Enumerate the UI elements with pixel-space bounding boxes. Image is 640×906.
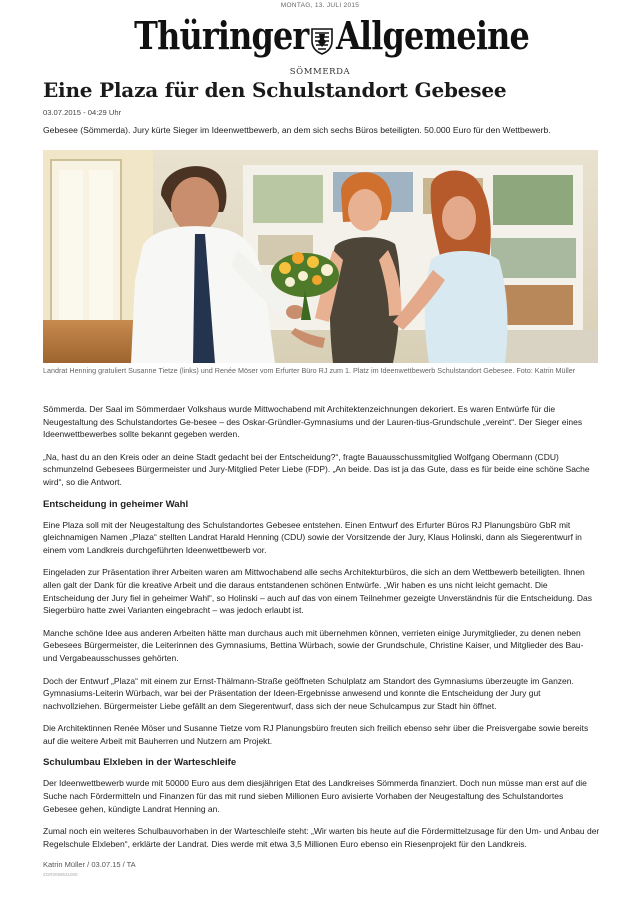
paragraph: Die Architektinnen Renée Möser und Susanne Tietze vom RJ Planungsbüro freuten sich freilich ebenso sehr über die Preisvergabe sowie bereits auf die weitere Arbeit mit Bauherren und Nutzern am Projekt. bbox=[43, 723, 589, 746]
coat-of-arms-icon bbox=[310, 27, 334, 55]
issue-date: MONTAG, 13. JULI 2015 bbox=[280, 2, 360, 9]
photo-caption: Landrat Henning gratuliert Susanne Tietze (links) und Renée Möser vom Erfurter Büro RJ zum 1. Platz im Ideenwettbewerb Schulstandort Gebesee. Foto: Katrin Müller bbox=[43, 366, 576, 375]
logo-word-right: Allgemeine bbox=[336, 13, 529, 58]
subheading: Entscheidung in geheimer Wahl bbox=[43, 498, 189, 510]
paragraph: Der Ideenwettbewerb wurde mit 50000 Euro aus dem diesjährigen Etat des Landkreises Sömmerda finanziert. Doch nun müsse man erst auf die Suche nach Fördermitteln und Finanzen für das mit rund sieben Millionen Euro avisierte Vorhaben der Neugestaltung des Schulstandortes Gebesee gehen, kündigte Landrat Henning an. bbox=[43, 778, 587, 814]
article-title: Eine Plaza für den Schulstandort Gebesee bbox=[43, 78, 507, 102]
logo-word-left: Thüringer bbox=[133, 13, 308, 58]
section-label: SÖMMERDA bbox=[289, 67, 351, 77]
paragraph: Manche schöne Idee aus anderen Arbeiten hätte man durchaus auch mit übernehmen können, verrieten einige Jurymitglieder, zu denen neben Gebesees Bürgermeister, die Leiterinnen des Gymnasiums, Bettina Würbach, sowie der Grundschule, Christine Kaiser, und Mitglieder des Bau- und Vergabeausschusses gehörten. bbox=[43, 627, 584, 663]
subheading: Schulumbau Elxleben in der Warteschleife bbox=[43, 757, 237, 769]
paragraph: Zumal noch ein weiteres Schulbauvorhaben in der Warteschleife steht: „Wir warten bis heute auf die Fördermittelzusage für den Um- und Anbau der Regelschule Elxleben“, erklärte der Landrat. Dies werde mit etwa 3,5 Millionen Euro ebenso ein Riesenprojekt für den Landkreis. bbox=[43, 826, 600, 849]
paragraph: Sömmerda. Der Saal im Sömmerdaer Volkshaus wurde Mittwochabend mit Architektenzeichnungen dekoriert. Es waren Entwürfe für die Neugestaltung des Schulstandortes Ge-besee – des Oskar-Gründler-Gymnasiums und der Lauren-tius-Grundschule „vereint“. Der Sieger eines Ideenwettbewerbes sollte bekannt gegeben werden. bbox=[43, 404, 583, 440]
award-ceremony-photo bbox=[43, 150, 598, 363]
article-photo bbox=[43, 150, 598, 363]
paragraph: „Na, hast du an den Kreis oder an deine Stadt gedacht bei der Entscheidung?“, fragte Bauausschussmitglied Wolfgang Obermann (CDU) schmunzelnd Gebesees Bürgermeister und Jury-Mitglied Peter Liebe (FDP). „An beide. Das ist ja das Gute, dass es für beide eine schöne Sache wird“, so die Antwort. bbox=[43, 451, 590, 487]
masthead bbox=[0, 2, 640, 9]
paragraph: Eingeladen zur Präsentation ihrer Arbeiten waren am Mittwochabend alle sechs Architekturbüros, die sich an dem Wettbewerb beteiligten. Ihnen allen galt der Dank für die kreative Arbeit und die daraus entstandenen schönen Entwürfe. „Wir haben es uns nicht leicht gemacht. Die Entscheidung der Jury fiel in geheimer Wahl“, so Holinski – auch auf das von einem Teilnehmer gezeigte Unverständnis für die Entscheidung. Das Siegerbüro hatte zwei Varianten eingebracht – was jedoch erlaubt ist. bbox=[43, 567, 593, 616]
newspaper-logo bbox=[0, 13, 640, 59]
paragraph: Doch der Entwurf „Plaza“ mit einem zur Ernst-Thälmann-Straße geöffneten Schulplatz am Standort des Gymnasiums überzeugte im Ganzen. Gymnasiums-Leiterin Würbach, war bei der Präsentation der Ideen-Ergebnisse anwesend und konnte die Entscheidung der Jury gut nachvollziehen. Bürgermeister Liebe gefällt an dem Siegerentwurf, dass sich der neue Schulcampus zur Stadt hin öffnet. bbox=[43, 675, 574, 711]
byline: Katrin Müller / 03.07.15 / TA bbox=[43, 860, 136, 870]
paragraph: Eine Plaza soll mit der Neugestaltung des Schulstandortes Gebesee entstehen. Einen Entwurf des Erfurter Büros RJ Planungsbüro GbR mit gleichnamigen Namen „Plaza“ stellten Landrat Harald Henning (CDU) sowie der Vorsitzende der Jury, Klaus Holinski, dann als Siegerentwurf in einem vom Landkreis durchgeführten Ideenwettbewerb vor. bbox=[43, 519, 582, 555]
article-lead: Gebesee (Sömmerda). Jury kürte Sieger im Ideenwettbewerb, an dem sich sechs Büros beteiligten. 50.000 Euro für den Wettbewerb. bbox=[43, 125, 551, 135]
article-timestamp: 03.07.2015 - 04:29 Uhr bbox=[43, 108, 122, 117]
article-body bbox=[43, 403, 600, 877]
article-code: ZGR0059531000 bbox=[43, 872, 78, 878]
